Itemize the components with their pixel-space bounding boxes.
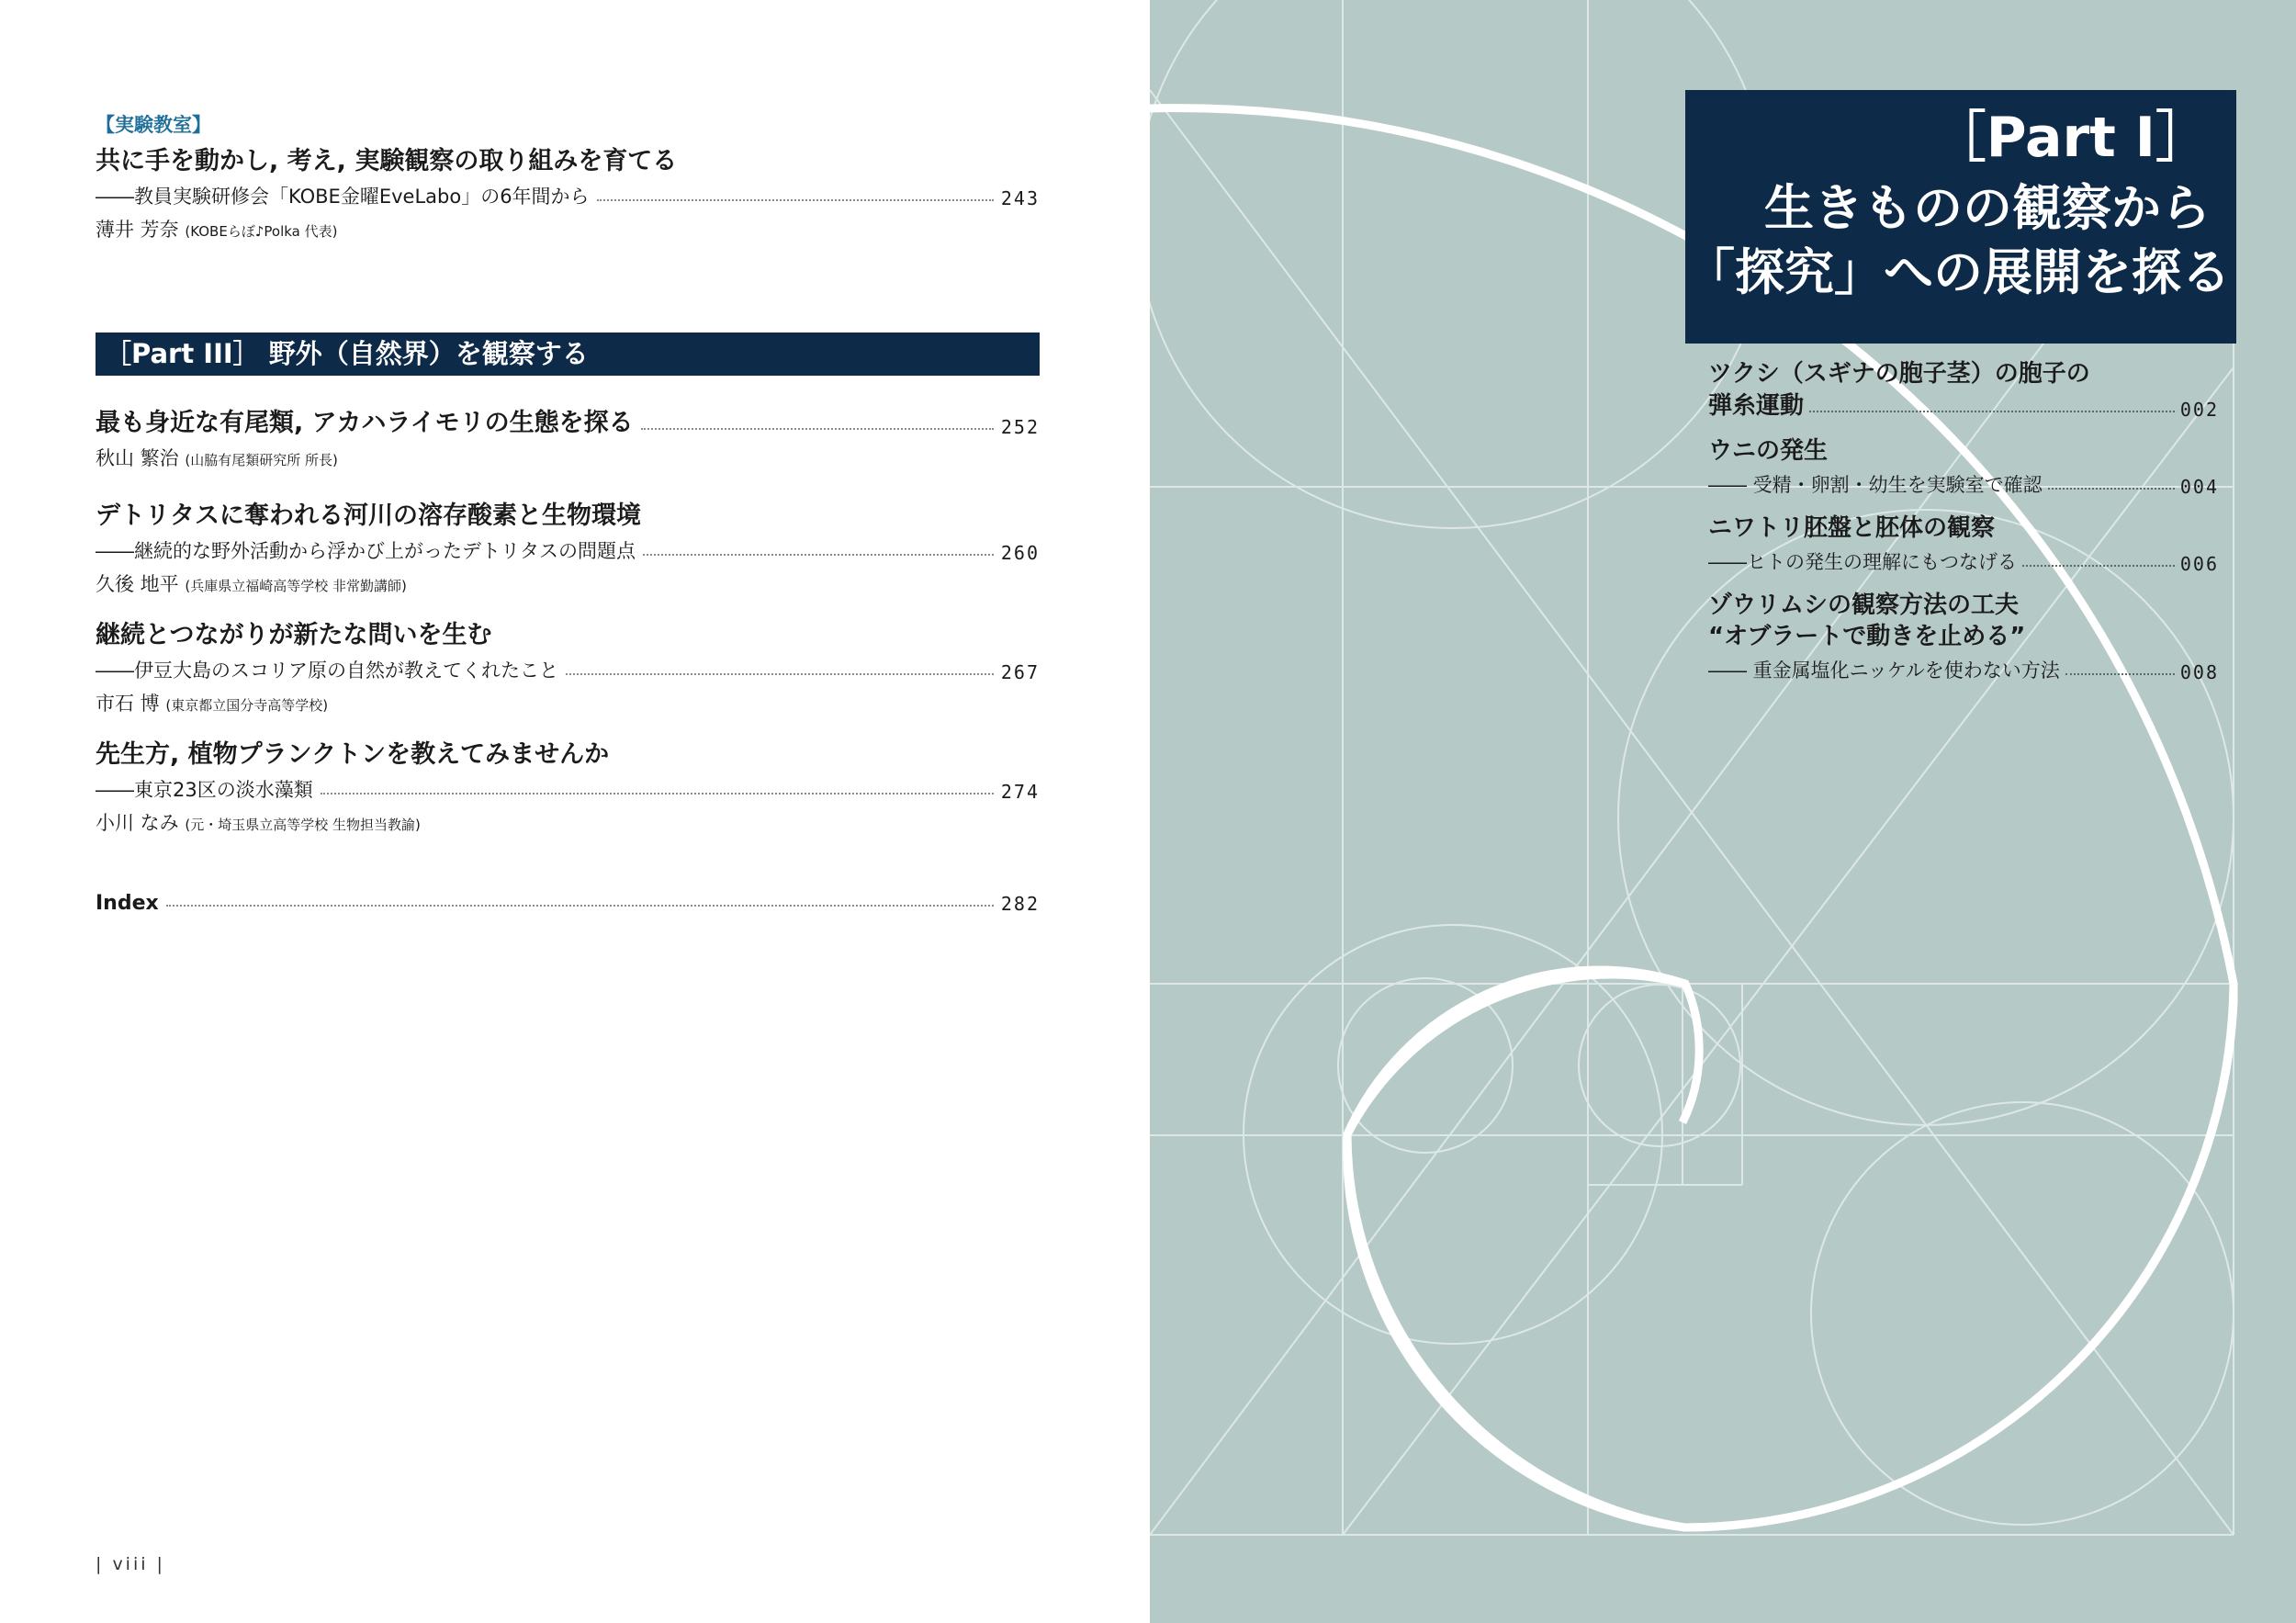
author-name: 市石 博: [96, 693, 160, 715]
author-affiliation: (東京都立国分寺高等学校): [165, 697, 329, 714]
toc-entry-2[interactable]: [96, 500, 1040, 597]
part-1-title-line2: 「探究」への展開を探る: [1685, 243, 2231, 301]
leader-dots: [566, 673, 994, 675]
entry-title: 最も身近な有尾類, アカハライモリの生態を探る: [96, 409, 634, 437]
part-1-title-box: [1685, 90, 2236, 344]
leader-dots: [321, 793, 994, 795]
entry-title: 共に手を動かし, 考え, 実験観察の取り組みを育てる: [96, 147, 678, 175]
toc-entry-3[interactable]: [96, 619, 1040, 716]
part-1-toc-list: [1708, 358, 2219, 698]
entry-author-line: [96, 215, 1040, 242]
entry-author-line: [96, 444, 1040, 471]
part-3-heading: ［Part III］ 野外（自然界）を観察する: [96, 332, 1040, 376]
entry-title: ニワトリ胚盤と胚体の観察: [1708, 514, 1996, 542]
page-number: 006: [2179, 553, 2219, 575]
author-affiliation: (KOBEらぼ♪Polka 代表): [185, 223, 338, 240]
part-1-label: ［Part I］: [1930, 106, 2211, 170]
part-1-entry-1[interactable]: [1708, 358, 2219, 421]
page-number: 267: [1000, 661, 1040, 683]
entry-title: ツクシ（スギナの胞子茎）の胞子の: [1708, 360, 2090, 388]
entry-subtitle: ――東京23区の淡水藻類: [96, 779, 313, 801]
toc-entry-1[interactable]: [96, 407, 1040, 471]
author-name: 薄井 芳奈: [96, 219, 179, 241]
toc-entry-lab[interactable]: [96, 145, 1040, 242]
entry-author-line: [96, 569, 1040, 597]
leader-dots: [597, 199, 994, 201]
page-number: 252: [1000, 416, 1040, 438]
leader-dots: [166, 905, 994, 907]
entry-subtitle-line: [96, 652, 1040, 683]
entry-subtitle: ――継続的な野外活動から浮かび上がったデトリタスの問題点: [96, 540, 636, 562]
author-name: 久後 地平: [96, 573, 179, 595]
entry-subtitle-line: [96, 772, 1040, 803]
entry-subtitle-line: [96, 533, 1040, 564]
part-1-title-line1: 生きものの観察から: [1764, 179, 2211, 237]
part-1-entry-2[interactable]: [1708, 435, 2219, 498]
entry-title-line: [1708, 389, 2219, 421]
page-folio: | viii |: [96, 1554, 165, 1574]
entry-author-line: [96, 808, 1040, 836]
author-affiliation: (元・埼玉県立高等学校 生物担当教諭): [185, 817, 421, 833]
entry-subtitle: ――ヒトの発生の理解にもつなげる: [1708, 551, 2017, 573]
author-affiliation: (山脇有尾類研究所 所長): [185, 452, 338, 468]
category-label: 【実験教室】: [96, 114, 211, 136]
entry-subtitle: ――伊豆大島のスコリア原の自然が教えてくれたこと: [96, 659, 558, 682]
page-number: 260: [1000, 542, 1040, 564]
author-affiliation: (兵庫県立福崎高等学校 非常勤講師): [185, 578, 407, 594]
leader-dots: [2048, 488, 2175, 490]
part-1-entry-3[interactable]: [1708, 513, 2219, 575]
page-number: 274: [1000, 781, 1040, 803]
leader-dots: [643, 554, 994, 556]
entry-title-line: [96, 407, 1040, 438]
leader-dots: [1809, 411, 2175, 412]
part-1-entry-4[interactable]: [1708, 590, 2219, 683]
entry-title: 先生方, 植物プランクトンを教えてみませんか: [96, 740, 610, 769]
page-number: 004: [2179, 476, 2219, 498]
entry-title-cont: “オブラートで動きを止める”: [1708, 623, 2026, 650]
entry-subtitle-line: [1708, 467, 2219, 498]
entry-subtitle-line: [96, 178, 1040, 209]
entry-title: デトリタスに奪われる河川の溶存酸素と生物環境: [96, 502, 641, 530]
entry-subtitle-line: [1708, 652, 2219, 683]
page-number: 243: [1000, 187, 1040, 209]
entry-subtitle: ―― 受精・卵割・幼生を実験室で確認: [1708, 474, 2043, 496]
entry-subtitle: ―― 重金属塩化ニッケルを使わない方法: [1708, 659, 2060, 682]
leader-dots: [2022, 565, 2175, 567]
leader-dots: [641, 428, 994, 430]
page-number: 008: [2179, 661, 2219, 683]
index-label: Index: [96, 892, 159, 915]
entry-subtitle-line: [1708, 544, 2219, 575]
entry-title-cont: 弾糸運動: [1708, 392, 1805, 420]
entry-title: ウニの発生: [1708, 437, 1829, 465]
entry-author-line: [96, 689, 1040, 716]
entry-title: ゾウリムシの観察方法の工夫: [1708, 592, 2020, 619]
page-number: 002: [2179, 399, 2219, 421]
page-number: 282: [1000, 893, 1040, 915]
leader-dots: [2065, 673, 2175, 675]
toc-entry-4[interactable]: [96, 738, 1040, 836]
entry-subtitle: ――教員実験研修会「KOBE金曜EveLabo」の6年間から: [96, 186, 590, 208]
right-page: [1150, 0, 2296, 1623]
author-name: 秋山 繁治: [96, 447, 179, 469]
entry-title: 継続とつながりが新たな問いを生む: [96, 621, 492, 649]
entry-title-line: [96, 884, 1040, 915]
toc-entry-index[interactable]: [96, 884, 1040, 915]
author-name: 小川 なみ: [96, 812, 179, 834]
